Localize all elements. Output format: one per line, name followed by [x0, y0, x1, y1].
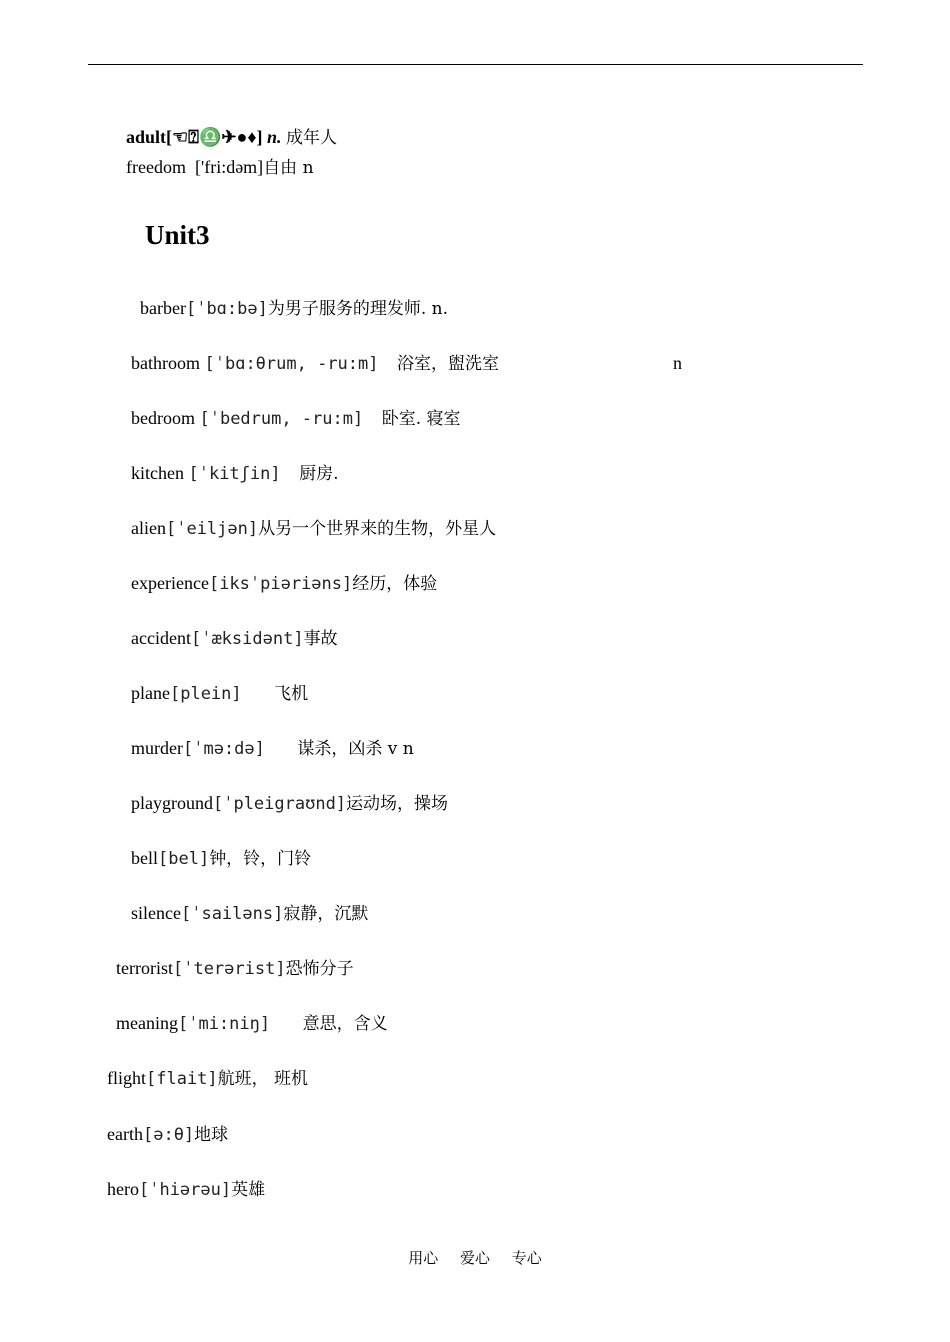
word: meaning — [116, 1013, 178, 1033]
word: freedom — [126, 157, 186, 177]
phonetic: [ə:θ] — [142, 1125, 195, 1145]
meaning: 恐怖分子 — [285, 959, 354, 979]
entry-row — [131, 737, 414, 760]
meaning: 经历，体验 — [352, 574, 438, 594]
entry-row — [131, 792, 448, 815]
entry-row — [107, 1178, 265, 1201]
meaning: 意思，含义 — [302, 1014, 388, 1034]
phonetic: [flait] — [146, 1069, 218, 1089]
meaning: 厨房. — [299, 464, 339, 484]
meaning: 谋杀，凶杀 v n — [297, 739, 414, 759]
meaning: 从另一个世界来的生物，外星人 — [258, 519, 497, 539]
meaning: 英雄 — [231, 1180, 266, 1200]
meaning: 浴室，盥洗室 — [397, 354, 499, 374]
word: hero — [107, 1179, 139, 1199]
meaning: 航班， 班机 — [217, 1069, 309, 1089]
word: accident — [131, 628, 191, 648]
phonetic: [ˈkitʃin] — [188, 464, 281, 484]
header-rule — [88, 64, 863, 65]
meaning: 卧室. 寝室 — [381, 409, 461, 429]
meaning: 钟，铃，门铃 — [209, 849, 312, 869]
entry-row — [131, 462, 339, 485]
entry-row — [131, 572, 437, 595]
word: flight — [107, 1068, 146, 1088]
entry-row — [131, 352, 499, 375]
word: plane — [131, 683, 170, 703]
phonetic: [ˈbedrum, -ru:m] — [199, 409, 364, 429]
word: terrorist — [116, 958, 173, 978]
entry-row — [131, 407, 461, 430]
word: playground — [131, 793, 213, 813]
entry-row — [131, 682, 308, 705]
entry-freedom — [126, 156, 314, 179]
footer-text: 用心 — [408, 1251, 439, 1267]
entry-row — [107, 1123, 228, 1146]
entry-row — [116, 957, 354, 980]
phonetic: [iksˈpiəriəns] — [208, 574, 353, 594]
word: alien — [131, 518, 166, 538]
word: kitchen — [131, 463, 184, 483]
footer-text: 爱心 — [459, 1251, 490, 1267]
word: adult — [126, 127, 167, 147]
word: murder — [131, 738, 183, 758]
phonetic: [ˈmi:niŋ] — [177, 1014, 271, 1034]
phonetic: ['fri:dəm] — [194, 157, 264, 177]
phonetic: [ˈhiərəu] — [138, 1180, 232, 1200]
word: bathroom — [131, 353, 200, 373]
entry-row — [107, 1067, 308, 1090]
footer-text: 专心 — [511, 1251, 542, 1267]
phonetic: [ˈsailəns] — [180, 904, 284, 924]
meaning: 运动场，操场 — [346, 794, 449, 814]
meaning: 自由 n — [263, 158, 314, 178]
entry-row — [116, 1012, 388, 1035]
phonetic: [ˈbɑ:θrum, -ru:m] — [204, 354, 379, 374]
phonetic: [ˈmə:də] — [182, 739, 265, 759]
meaning: 为男子服务的理发师. n. — [267, 299, 449, 319]
meaning: 地球 — [194, 1125, 229, 1145]
part-of-speech: n. — [267, 127, 282, 147]
entry-row — [131, 517, 496, 540]
page-footer — [0, 1247, 950, 1268]
phonetic: [☜⍰♎✈●♦] — [166, 127, 263, 147]
meaning: 成年人 — [286, 128, 338, 148]
phonetic: [ˈterərist] — [172, 959, 286, 979]
phonetic: [ˈeiljən] — [165, 519, 259, 539]
phonetic: [bel] — [158, 849, 210, 869]
entry-row — [131, 627, 338, 650]
phonetic: [ˈbɑ:bə] — [185, 299, 268, 319]
phonetic: [ˈpleigraʊnd] — [212, 794, 347, 814]
phonetic: [ˈæksidənt] — [190, 629, 304, 649]
word: barber — [140, 298, 186, 318]
word: bell — [131, 848, 158, 868]
word: experience — [131, 573, 209, 593]
meaning: 寂静，沉默 — [283, 904, 369, 924]
meaning: 飞机 — [274, 684, 309, 704]
word: bedroom — [131, 408, 195, 428]
word: silence — [131, 903, 181, 923]
unit-heading: Unit3 — [145, 220, 210, 250]
entry-row — [131, 902, 368, 925]
entry-adult — [126, 126, 337, 149]
meaning: 事故 — [303, 629, 338, 649]
entry-row — [131, 847, 311, 870]
entry-pos: n — [673, 353, 682, 373]
word: earth — [107, 1124, 143, 1144]
entry-row — [140, 297, 448, 320]
phonetic: [plein] — [169, 684, 242, 704]
